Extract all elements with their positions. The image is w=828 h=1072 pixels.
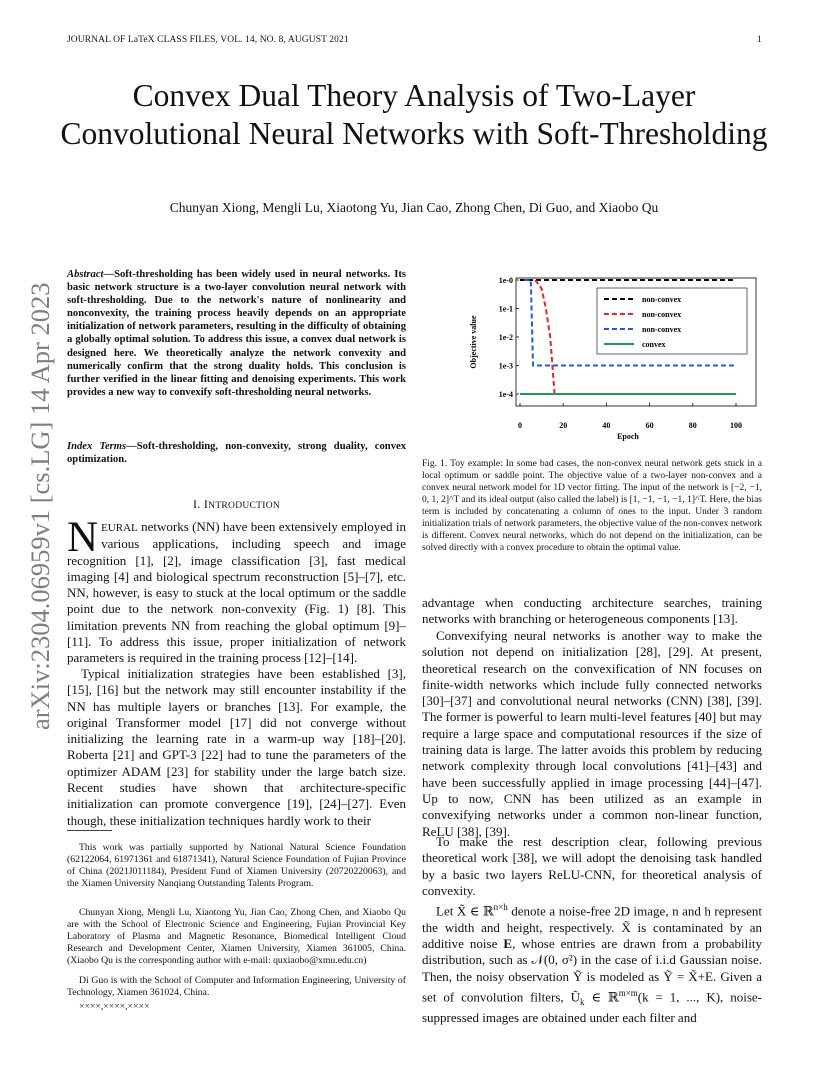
y-axis-label: Objective value xyxy=(469,315,478,369)
intro-smallcaps: EURAL xyxy=(101,522,138,534)
authors: Chunyan Xiong, Mengli Lu, Xiaotong Yu, Jian Cao, Zhong Chen, Di Guo, and Xiaobo Qu xyxy=(169,200,659,215)
index-terms-label: Index Terms xyxy=(67,441,127,452)
dropcap: N xyxy=(67,514,99,561)
p4-i: (k = 1, ..., K), noise-suppressed images are obtained under each filter and xyxy=(422,989,762,1026)
p4-f: k xyxy=(579,996,585,1007)
section-number: I. xyxy=(192,497,201,511)
right-paragraph-4 xyxy=(422,899,762,1026)
y-tick-label: 1e-0 xyxy=(498,276,513,285)
abstract xyxy=(67,268,406,399)
section-heading xyxy=(67,497,406,512)
journal-header: JOURNAL OF LaTeX CLASS FILES, VOL. 14, NO. 8, AUGUST 2021 xyxy=(67,35,349,45)
p4-b: n×h xyxy=(493,902,508,912)
x-tick-label: 20 xyxy=(559,421,568,430)
footnote-funding: This work was partially supported by National Natural Science Foundation (62122064, 61971361 and 61871341), Natural Science Foundation of Fujian Province of China (2021J011184), President Fund of Xiamen University (20720220063), and the Xiamen University Nanqiang Outstanding Talents Program. xyxy=(67,842,406,889)
right-paragraph-2: Convexifying neural networks is another way to make the solution not depend on initialization [28], [29]. At present, theoretical research on the convexification of NN focuses on finite-width networks which include fully connected networks [30]–[37] and convolutional neural networks (CNN) [38], [39]. The former is powerful to learn multi-level features [40] but may require a large space and computational resources if the size of training data is large. The latter avoids this problem by reducing network complexity through local convolutions [41]–[43] and have been successfully applied in image processing [44]–[47]. Up to now, CNN has been utilized as an example in convexifying networks under a common non-linear function, ReLU [38], [39]. xyxy=(422,628,762,839)
x-axis-label: Epoch xyxy=(617,432,639,441)
legend-label-2: non-convex xyxy=(642,310,682,319)
figure-caption: Fig. 1. Toy example: In some bad cases, the non-convex neural network gets stuck in a local optimum or saddle point. The objective value of a two-layer non-convex and a convex neural network model for 1D vector fitting. The input of the network is [−2, −1, 0, 1, 2]^T and its ideal output (also called the label) is [1, −1, −1, −1, 1]^T. Here, the bias term is included by concatenating a column of ones to the input. Under 3 random initialization trials of network parameters, the objective value of the non-convex network is different. Convex neural networks, which do not depend on the initialization, can be solved directly with a convex procedure to obtain the optimal value. xyxy=(422,459,762,553)
legend-label-3: non-convex xyxy=(642,325,682,334)
figure-chart xyxy=(422,270,762,455)
section-title-rest: NTRODUCTION xyxy=(208,501,281,511)
arxiv-stamp: arXiv:2304.06959v1 [cs.LG] 14 Apr 2023 xyxy=(25,282,55,730)
section-title-first: I xyxy=(203,497,209,511)
p4-e: , whose entries are drawn from a probability distribution, such as 𝒩(0, σ²) in the case of i.i.d Gaussian noise. Then, the noisy observation Ỹ is modeled as Ỹ = X̃+E. Given a set of convolution filters, Ũ xyxy=(422,935,762,1005)
abstract-label: Abstract xyxy=(67,269,104,280)
index-terms xyxy=(67,440,406,466)
footnote-affiliation-guo: Di Guo is with the School of Computer and Information Engineering, University of Technology, Xiamen 361024, China. xyxy=(67,975,406,998)
legend-label-4: convex xyxy=(642,340,666,349)
y-tick-label: 1e-2 xyxy=(498,333,513,342)
p4-d: E xyxy=(503,935,513,951)
page-number: 1 xyxy=(757,35,762,45)
x-tick-label: 40 xyxy=(602,421,611,430)
intro-paragraph-2: Typical initialization strategies have been established [3], [15], [16] but the network may still encounter instability if the NN has multiple layers or branches [13]. For example, the original Transformer model [17] did not converge without initializing the learning rate in a warm-up way [18]–[20]. Roberta [21] and GPT-3 [22] had to tune the parameters of the optimizer ADAM [23] for stability under the large batch size. Recent studies have shown that architecture-specific initialization can promote convergence [19], [24]–[27]. Even though, these initialization techniques hardly work to their xyxy=(67,666,406,828)
abstract-text: —Soft-thresholding has been widely used in neural networks. Its basic network structure is a two-layer convolution neural network with soft-thresholding. Due to the network's nature of nonlinearity and nonconvexity, the training process heavily depends on an appropriate initialization of network parameters, resulting in the difficulty of obtaining a globally optimal solution. To address this issue, a convex dual network is designed here. We theoretically analyze the network convexity and numerically confirm that the strong duality holds. This conclusion is further verified in the linear fitting and denoising experiments. This work provides a new way to convexify soft-thresholding neural networks. xyxy=(67,269,406,398)
footnote-rule xyxy=(67,830,405,831)
x-tick-label: 100 xyxy=(730,421,742,430)
p4-c: denote a noise-free 2D image, n and h represent the width and height, respectively. X̃ is contaminated by an additive noise xyxy=(422,903,763,951)
x-tick-label: 60 xyxy=(645,421,654,430)
y-tick-label: 1e-3 xyxy=(498,361,513,371)
x-tick-label: 80 xyxy=(688,421,697,430)
intro-text: networks (NN) have been extensively employed in various applications, including speech and image recognition [1], [2], image classification [3], fast medical imaging [4] and biological spectrum reconstruction [5]–[7], etc. NN, however, is easy to stuck at the local optimum or the saddle point due to the network non-convexity (Fig. 1) [8]. This limitation prevents NN from reaching the global optimum [9]–[11]. To address this issue, proper initialization of network parameters is required in the training process [12]–[14]. xyxy=(67,519,406,666)
index-terms-text: —Soft-thresholding, non-convexity, strong duality, convex optimization. xyxy=(67,441,406,466)
paper-title: Convex Dual Theory Analysis of Two-Layer Convolutional Neural Networks with Soft-Thresholding xyxy=(60,78,768,151)
legend-label-1: non-convex xyxy=(642,295,682,304)
p4-h: m×m xyxy=(618,987,638,998)
footnote-placeholder: ××××,××××,×××× xyxy=(79,1001,150,1012)
intro-paragraph-1 xyxy=(67,514,406,667)
y-tick-label: 1e-4 xyxy=(498,390,513,399)
x-tick-label: 0 xyxy=(518,421,522,430)
p4-a: Let X̃ ∈ ℝ xyxy=(436,903,494,919)
right-paragraph-1: advantage when conducting architecture searches, training networks with branching or heterogeneous components [13]. xyxy=(422,595,762,627)
y-tick-label: 1e-1 xyxy=(498,304,513,314)
footnote-affiliation: Chunyan Xiong, Mengli Lu, Xiaotong Yu, Jian Cao, Zhong Chen, and Xiaobo Qu are with the School of Electronic Science and Engineering, Fujian Provincial Key Laboratory of Plasma and Magnetic Resonance, Biomedical Intelligent Cloud Research and Development Center, Xiamen University, Xiamen 361005, China.(Xiaobo Qu is the corresponding author with e-mail: quxiaobo@xmu.edu.cn) xyxy=(67,907,406,966)
p4-g: ∈ ℝ xyxy=(584,989,619,1005)
right-paragraph-3: To make the rest description clear, following previous theoretical work [38], we will adopt the denoising task handled by a basic two layers ReLU-CNN, for theoretical analysis of convexity. xyxy=(422,834,762,898)
